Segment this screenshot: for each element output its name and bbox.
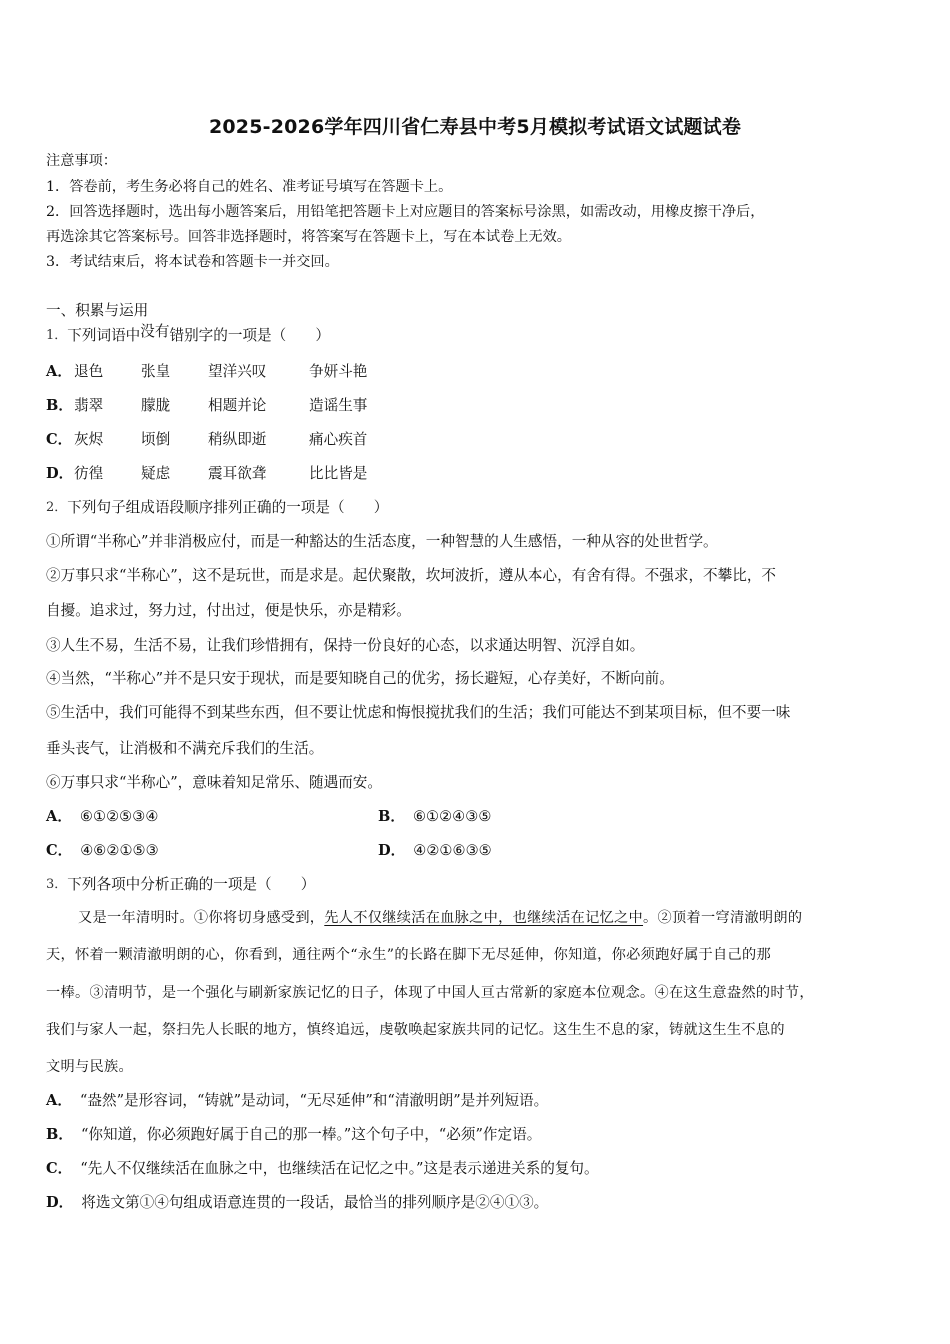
option-word: 朦胧 (141, 397, 171, 414)
q3-passage-line-4: 我们与家人一起，祭扫先人长眠的地方，慎终追远，虔敬唤起家族共同的记忆。这生生不息的家，铸就这生生不息的 (46, 1022, 785, 1038)
option-label: D． (46, 465, 74, 482)
q1-stem-b: 错别字的一项是（ ） (169, 327, 331, 344)
option-text: ⑥①②④③⑤ (412, 808, 492, 825)
option-word: 疑虑 (141, 465, 171, 482)
q2-stem-text: 下列句子组成语段顺序排列正确的一项是（ ） (67, 499, 389, 516)
option-word: 造谣生事 (309, 397, 368, 414)
option-text: ④⑥②①⑤③ (80, 842, 159, 859)
option-label: D． (378, 842, 406, 859)
option-label: A． (46, 1092, 72, 1109)
option-text: “盎然”是形容词，“铸就”是动词，“无尽延伸”和“清澈明朗”是并列短语。 (79, 1092, 549, 1109)
option-word: 彷徨 (74, 465, 104, 482)
q2-sentence-3: ③人生不易，生活不易，让我们珍惜拥有，保持一份良好的心态，以求通达明智、沉浮自如。 (46, 637, 645, 654)
option-word: 翡翠 (74, 397, 104, 414)
q1-stem-a: 下列词语中 (67, 327, 141, 344)
option-word: 张皇 (141, 363, 171, 380)
notice-heading: 注意事项： (46, 153, 117, 169)
option-label: A． (46, 363, 72, 380)
option-label: B． (46, 1126, 73, 1143)
q3-passage-line-2: 天，怀着一颗清澈明朗的心，你看到，通往两个“永生”的长路在脚下无尽延伸，你知道，你必须跑好属于自己的那 (46, 947, 771, 963)
q3-passage-line-1 (78, 909, 802, 927)
q2-number: 2． (46, 500, 68, 515)
option-word: 稍纵即逝 (208, 431, 267, 448)
q1-option-d[interactable] (46, 465, 368, 483)
passage-text: 又是一年清明时。①你将切身感受到， (78, 910, 325, 926)
option-label: C． (46, 431, 73, 448)
q1-option-b[interactable] (46, 397, 368, 415)
option-word: 震耳欲聋 (208, 465, 267, 482)
q3-option-d[interactable] (46, 1194, 548, 1212)
notice-item-2-cont: 再选涂其它答案标号。回答非选择题时，将答案写在答题卡上，写在本试卷上无效。 (46, 229, 571, 245)
q3-passage-line-5: 文明与民族。 (46, 1059, 133, 1075)
option-label: B． (378, 808, 405, 825)
q2-option-a[interactable] (46, 808, 158, 826)
q3-option-b[interactable] (46, 1126, 541, 1144)
option-word: 争妍斗艳 (309, 363, 368, 380)
q1-option-c[interactable] (46, 431, 368, 449)
option-word: 相题并论 (208, 397, 267, 414)
option-label: B． (46, 397, 73, 414)
q2-option-c[interactable] (46, 842, 159, 860)
option-label: C． (46, 1160, 73, 1177)
q2-sentence-5: ⑤生活中，我们可能得不到某些东西，但不要让忧虑和悔恨搅扰我们的生活；我们可能达不到某项目标，但不要一味 (46, 704, 791, 721)
q1-stem-emphasis: 没有 (140, 323, 170, 340)
option-text: 将选文第①④句组成语意连贯的一段话，最恰当的排列顺序是②④①③。 (81, 1194, 549, 1211)
q2-option-d[interactable] (378, 842, 492, 860)
option-text: ⑥①②⑤③④ (79, 808, 159, 825)
q2-sentence-1: ①所谓“半称心”并非消极应付，而是一种豁达的生活态度，一种智慧的人生感悟，一种从容的处世哲学。 (46, 533, 718, 550)
option-text: “你知道，你必须跑好属于自己的那一棒。”这个句子中，“必须”作定语。 (80, 1126, 542, 1143)
q1-stem (46, 323, 331, 345)
q3-option-a[interactable] (46, 1092, 548, 1110)
q2-option-b[interactable] (378, 808, 491, 826)
notice-item-3: 3．考试结束后，将本试卷和答题卡一并交回。 (46, 254, 339, 270)
q2-sentence-2: ②万事只求“半称心”，这不是玩世，而是求是。起伏聚散，坎坷波折，遵从本心，有舍有得。不强求，不攀比，不 (46, 567, 777, 584)
option-text: ④②①⑥③⑤ (413, 842, 492, 859)
q1-number: 1． (46, 328, 68, 343)
q3-option-c[interactable] (46, 1160, 599, 1178)
q2-stem (46, 499, 388, 517)
q3-stem (46, 876, 315, 894)
option-word: 比比皆是 (309, 465, 368, 482)
option-word: 顷倒 (141, 431, 171, 448)
q2-sentence-6: ⑥万事只求“半称心”，意味着知足常乐、随遇而安。 (46, 774, 382, 791)
q3-stem-text: 下列各项中分析正确的一项是（ ） (67, 876, 316, 893)
q2-sentence-4: ④当然，“半称心”并不是只安于现状，而是要知晓自己的优劣，扬长避短，心存美好，不断向前。 (46, 670, 674, 687)
option-label: A． (46, 808, 72, 825)
page-title: 2025-2026学年四川省仁寿县中考5月模拟考试语文试题试卷 (208, 116, 742, 138)
notice-item-2: 2．回答选择题时，选出每小题答案后，用铅笔把答题卡上对应题目的答案标号涂黑，如需改动，用橡皮擦干净后， (46, 204, 765, 220)
q3-number: 3． (46, 877, 68, 892)
option-word: 退色 (74, 363, 104, 380)
passage-underlined: 先人不仅继续活在血脉之中，也继续活在记忆之中 (324, 910, 644, 926)
q2-sentence-5-cont: 垂头丧气，让消极和不满充斥我们的生活。 (46, 740, 324, 757)
q1-option-a[interactable] (46, 363, 368, 381)
q2-sentence-2-cont: 自擾。追求过，努力过，付出过，便是快乐，亦是精彩。 (46, 602, 411, 619)
option-word: 望洋兴叹 (208, 363, 267, 380)
passage-text: 。②顶着一穹清澈明朗的 (643, 910, 803, 926)
option-label: D． (46, 1194, 74, 1211)
option-word: 灰烬 (74, 431, 104, 448)
option-text: “先人不仅继续活在血脉之中，也继续活在记忆之中。”这是表示递进关系的复句。 (80, 1160, 599, 1177)
section-heading: 一、积累与运用 (46, 302, 149, 319)
option-word: 痛心疾首 (309, 431, 368, 448)
option-label: C． (46, 842, 73, 859)
q3-passage-line-3: 一棒。③清明节，是一个强化与刷新家族记忆的日子，体现了中国人亘古常新的家庭本位观念。④在这生意盎然的时节， (46, 985, 814, 1001)
notice-item-1: 1．答卷前，考生务必将自己的姓名、准考证号填写在答题卡上。 (46, 179, 453, 195)
